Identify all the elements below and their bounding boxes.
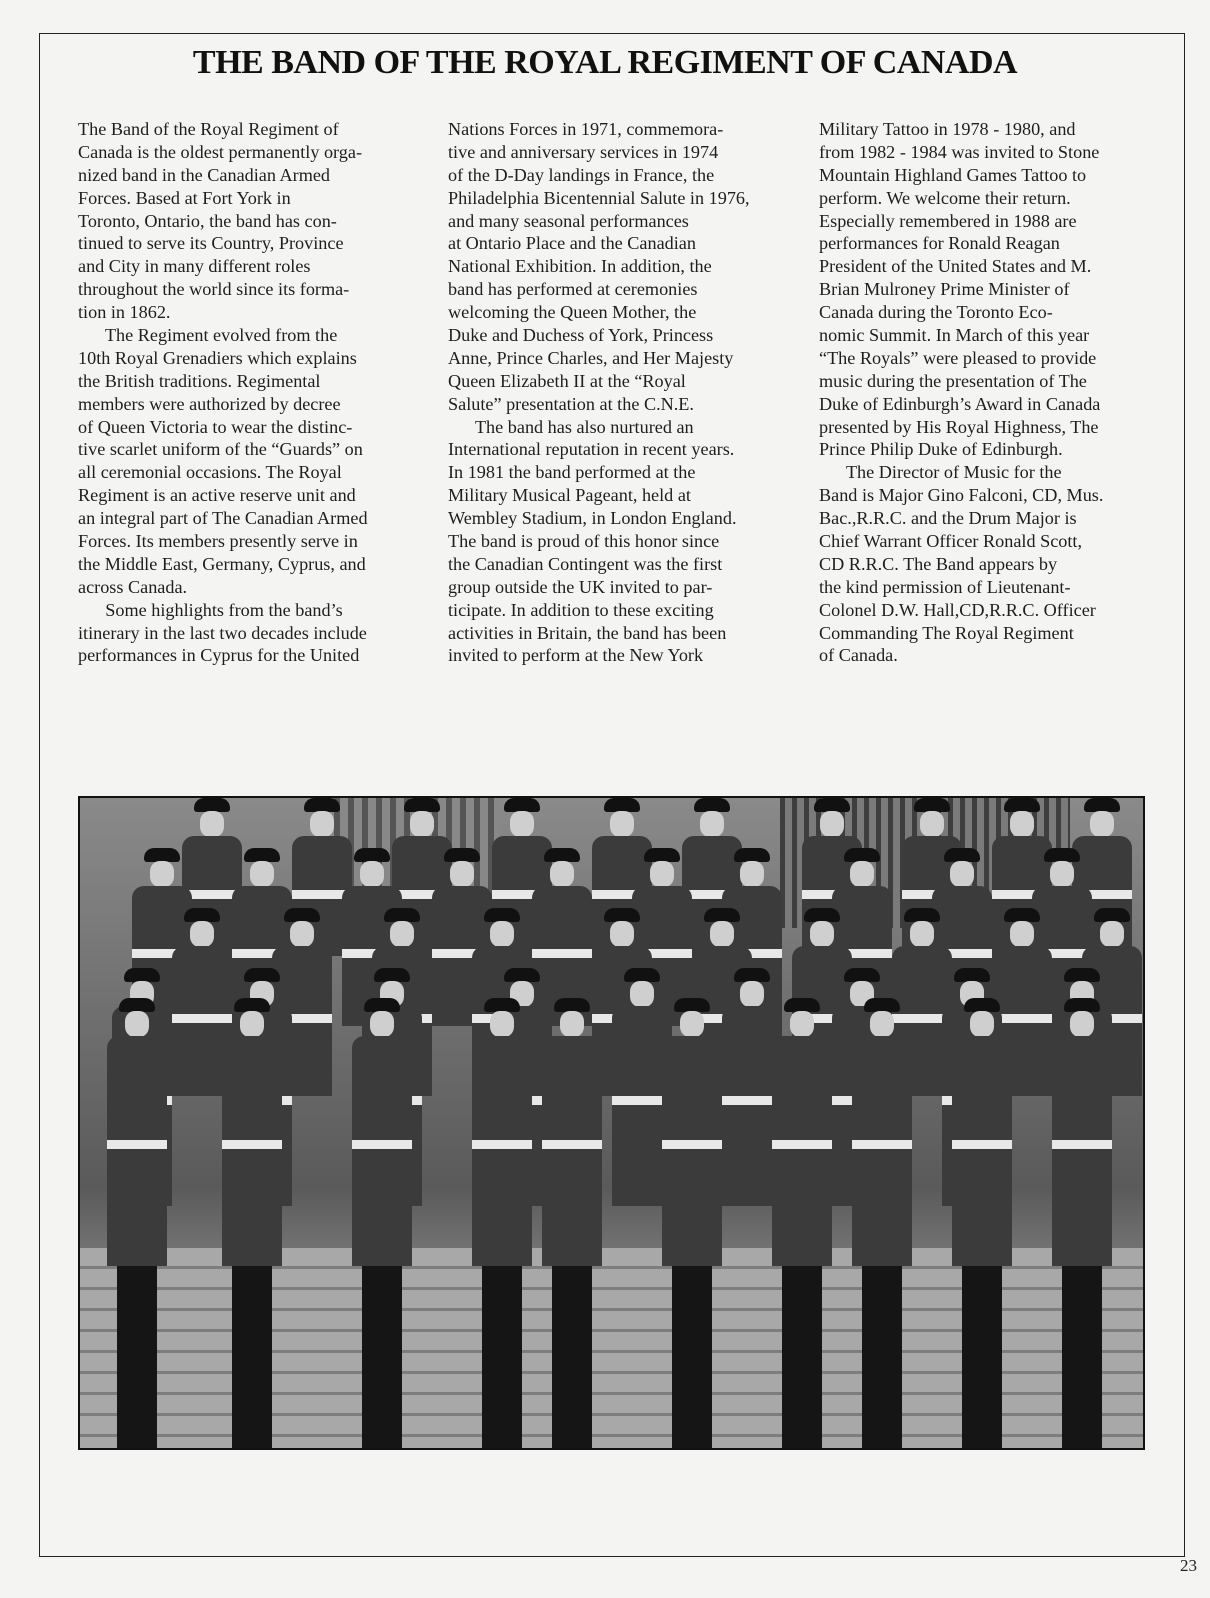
text-line: Commanding The Royal Regiment xyxy=(819,622,1074,643)
trousers xyxy=(782,1266,822,1450)
text-line: Queen Elizabeth II at the “Royal xyxy=(448,370,686,391)
text-line: welcoming the Queen Mother, the xyxy=(448,302,697,323)
cap xyxy=(814,798,850,812)
cap xyxy=(284,908,320,922)
face xyxy=(920,811,944,837)
cap xyxy=(734,848,770,862)
cap xyxy=(364,998,400,1012)
text-line: presented by His Royal Highness, The xyxy=(819,416,1099,437)
cap xyxy=(504,798,540,812)
cap xyxy=(844,968,880,982)
cap xyxy=(1004,908,1040,922)
tunic xyxy=(107,1036,167,1266)
tunic xyxy=(1052,1036,1112,1266)
text-line: International reputation in recent years. xyxy=(448,439,735,460)
face xyxy=(1050,861,1074,887)
text-line: performances for Ronald Reagan xyxy=(819,233,1060,254)
cap xyxy=(484,908,520,922)
tunic xyxy=(352,1036,412,1266)
text-line: National Exhibition. In addition, the xyxy=(448,256,712,277)
cap xyxy=(374,968,410,982)
page-number: 23 xyxy=(1180,1556,1197,1575)
face xyxy=(510,811,534,837)
face xyxy=(950,861,974,887)
text-line: and City in many different roles xyxy=(78,256,311,277)
text-line: Band is Major Gino Falconi, CD, Mus. xyxy=(819,485,1104,506)
belt xyxy=(472,1140,532,1149)
belt xyxy=(172,1014,232,1023)
trousers xyxy=(1062,1266,1102,1450)
cap xyxy=(234,998,270,1012)
text-line: The band has also nurtured an xyxy=(448,416,694,437)
text-line: of the D-Day landings in France, the xyxy=(448,164,715,185)
tunic xyxy=(662,1036,722,1266)
trousers xyxy=(552,1266,592,1450)
cap xyxy=(484,998,520,1012)
face xyxy=(790,1011,814,1037)
cap xyxy=(444,848,480,862)
text-line: Philadelphia Bicentennial Salute in 1976, xyxy=(448,187,750,208)
text-line: Anne, Prince Charles, and Her Majesty xyxy=(448,347,734,368)
cap xyxy=(144,848,180,862)
belt xyxy=(352,1140,412,1149)
face xyxy=(610,921,634,947)
text-line: Forces. Its members presently serve in xyxy=(78,531,358,552)
face xyxy=(370,1011,394,1037)
text-line: group outside the UK invited to par- xyxy=(448,576,713,597)
text-line: ticipate. In addition to these exciting xyxy=(448,599,714,620)
face xyxy=(1090,811,1114,837)
text-line: across Canada. xyxy=(78,576,188,597)
text-line: President of the United States and M. xyxy=(819,256,1092,277)
belt xyxy=(952,1140,1012,1149)
face xyxy=(1070,1011,1094,1037)
text-line: In 1981 the band performed at the xyxy=(448,462,696,483)
face xyxy=(740,981,764,1007)
text-column-2 xyxy=(448,118,750,667)
face xyxy=(740,861,764,887)
text-line: tive and anniversary services in 1974 xyxy=(448,141,719,162)
face xyxy=(250,861,274,887)
text-line: Military Tattoo in 1978 - 1980, and xyxy=(819,119,1076,139)
text-line: Bac.,R.R.C. and the Drum Major is xyxy=(819,508,1077,529)
cap xyxy=(914,798,950,812)
face xyxy=(850,861,874,887)
text-line: Canada during the Toronto Eco- xyxy=(819,302,1053,323)
face xyxy=(360,861,384,887)
face xyxy=(290,921,314,947)
text-line: throughout the world since its forma- xyxy=(78,279,350,300)
tunic xyxy=(952,1036,1012,1266)
cap xyxy=(704,908,740,922)
text-line: Nations Forces in 1971, commemora- xyxy=(448,119,724,139)
cap xyxy=(244,848,280,862)
text-line: The Director of Music for the xyxy=(819,462,1062,483)
face xyxy=(240,1011,264,1037)
text-line: at Ontario Place and the Canadian xyxy=(448,233,696,254)
belt xyxy=(107,1140,167,1149)
text-line: the Canadian Contingent was the first xyxy=(448,553,723,574)
text-line: performances in Cyprus for the United xyxy=(78,645,360,666)
face xyxy=(810,921,834,947)
text-line: tinued to serve its Country, Province xyxy=(78,233,344,254)
text-line: an integral part of The Canadian Armed xyxy=(78,508,368,529)
text-line: The band is proud of this honor since xyxy=(448,531,720,552)
face xyxy=(550,861,574,887)
tunic xyxy=(472,1036,532,1266)
cap xyxy=(124,968,160,982)
belt xyxy=(222,1140,282,1149)
cap xyxy=(844,848,880,862)
belt xyxy=(852,1140,912,1149)
trousers xyxy=(362,1266,402,1450)
text-line: Forces. Based at Fort York in xyxy=(78,187,291,208)
text-line: “The Royals” were pleased to provide xyxy=(819,347,1097,368)
band-group-photo xyxy=(78,796,1145,1450)
text-line: the British traditions. Regimental xyxy=(78,370,321,391)
face xyxy=(1010,811,1034,837)
face xyxy=(630,981,654,1007)
text-line: Colonel D.W. Hall,CD,R.R.C. Officer xyxy=(819,599,1096,620)
tunic xyxy=(852,1036,912,1266)
trousers xyxy=(482,1266,522,1450)
text-line: Wembley Stadium, in London England. xyxy=(448,508,737,529)
trousers xyxy=(962,1266,1002,1450)
text-line: Duke and Duchess of York, Princess xyxy=(448,325,714,346)
cap xyxy=(544,848,580,862)
text-line: nomic Summit. In March of this year xyxy=(819,325,1090,346)
face xyxy=(700,811,724,837)
cap xyxy=(504,968,540,982)
cap xyxy=(1064,998,1100,1012)
tunic xyxy=(222,1036,282,1266)
text-line: of Queen Victoria to wear the distinc- xyxy=(78,416,353,437)
face xyxy=(190,921,214,947)
text-line: tion in 1862. xyxy=(78,302,171,323)
text-line: itinerary in the last two decades include xyxy=(78,622,367,643)
text-line: from 1982 - 1984 was invited to Stone xyxy=(819,141,1100,162)
text-line: the kind permission of Lieutenant- xyxy=(819,576,1071,597)
cap xyxy=(1084,798,1120,812)
cap xyxy=(244,968,280,982)
face xyxy=(870,1011,894,1037)
cap xyxy=(624,968,660,982)
face xyxy=(390,921,414,947)
face xyxy=(310,811,334,837)
cap xyxy=(1004,798,1040,812)
cap xyxy=(904,908,940,922)
face xyxy=(490,921,514,947)
text-line: Prince Philip Duke of Edinburgh. xyxy=(819,439,1063,460)
face xyxy=(125,1011,149,1037)
page-title: THE BAND OF THE ROYAL REGIMENT OF CANADA xyxy=(192,44,1018,81)
text-line: CD R.R.C. The Band appears by xyxy=(819,553,1058,574)
text-line: Mountain Highland Games Tattoo to xyxy=(819,164,1087,185)
text-line: Salute” presentation at the C.N.E. xyxy=(448,393,694,414)
text-line: Duke of Edinburgh’s Award in Canada xyxy=(819,393,1101,414)
text-line: all ceremonial occasions. The Royal xyxy=(78,462,342,483)
text-line: music during the presentation of The xyxy=(819,370,1087,391)
cap xyxy=(804,908,840,922)
face xyxy=(710,921,734,947)
text-line: Especially remembered in 1988 are xyxy=(819,210,1077,231)
cap xyxy=(604,798,640,812)
cap xyxy=(644,848,680,862)
cap xyxy=(119,998,155,1012)
trousers xyxy=(672,1266,712,1450)
text-line: invited to perform at the New York xyxy=(448,645,704,666)
face xyxy=(970,1011,994,1037)
face xyxy=(150,861,174,887)
text-column-3 xyxy=(819,118,1103,667)
text-line: Some highlights from the band’s xyxy=(78,599,343,620)
face xyxy=(610,811,634,837)
cap xyxy=(954,968,990,982)
cap xyxy=(734,968,770,982)
face xyxy=(490,1011,514,1037)
cap xyxy=(304,798,340,812)
face xyxy=(910,921,934,947)
text-line: and many seasonal performances xyxy=(448,210,689,231)
cap xyxy=(384,908,420,922)
face xyxy=(1010,921,1034,947)
text-line: The Regiment evolved from the xyxy=(78,325,338,346)
text-line: tive scarlet uniform of the “Guards” on xyxy=(78,439,363,460)
text-line: Military Musical Pageant, held at xyxy=(448,485,691,506)
text-line: of Canada. xyxy=(819,645,898,666)
text-column-1 xyxy=(78,118,368,667)
text-line: Chief Warrant Officer Ronald Scott, xyxy=(819,531,1083,552)
text-line: Regiment is an active reserve unit and xyxy=(78,485,356,506)
text-line: Toronto, Ontario, the band has con- xyxy=(78,210,337,231)
belt xyxy=(772,1140,832,1149)
trousers xyxy=(117,1266,157,1450)
cap xyxy=(784,998,820,1012)
text-line: members were authorized by decree xyxy=(78,393,341,414)
cap xyxy=(1094,908,1130,922)
cap xyxy=(1044,848,1080,862)
text-line: nized band in the Canadian Armed xyxy=(78,164,331,185)
text-line: 10th Royal Grenadiers which explains xyxy=(78,347,357,368)
cap xyxy=(864,998,900,1012)
belt xyxy=(542,1140,602,1149)
cap xyxy=(604,908,640,922)
cap xyxy=(944,848,980,862)
cap xyxy=(404,798,440,812)
belt xyxy=(1052,1140,1112,1149)
cap xyxy=(194,798,230,812)
trousers xyxy=(862,1266,902,1450)
face xyxy=(1100,921,1124,947)
cap xyxy=(354,848,390,862)
face xyxy=(450,861,474,887)
face xyxy=(560,1011,584,1037)
cap xyxy=(184,908,220,922)
face xyxy=(820,811,844,837)
belt xyxy=(532,949,592,958)
face xyxy=(410,811,434,837)
text-line: activities in Britain, the band has been xyxy=(448,622,727,643)
text-line: the Middle East, Germany, Cyprus, and xyxy=(78,553,366,574)
face xyxy=(680,1011,704,1037)
belt xyxy=(662,1140,722,1149)
face xyxy=(200,811,224,837)
tunic xyxy=(772,1036,832,1266)
text-line: Canada is the oldest permanently orga- xyxy=(78,141,363,162)
cap xyxy=(674,998,710,1012)
text-line: The Band of the Royal Regiment of xyxy=(78,119,339,139)
cap xyxy=(964,998,1000,1012)
text-line: Brian Mulroney Prime Minister of xyxy=(819,279,1070,300)
cap xyxy=(694,798,730,812)
tunic xyxy=(542,1036,602,1266)
cap xyxy=(1064,968,1100,982)
face xyxy=(650,861,674,887)
cap xyxy=(554,998,590,1012)
text-line: band has performed at ceremonies xyxy=(448,279,698,300)
trousers xyxy=(232,1266,272,1450)
text-line: perform. We welcome their return. xyxy=(819,187,1071,208)
